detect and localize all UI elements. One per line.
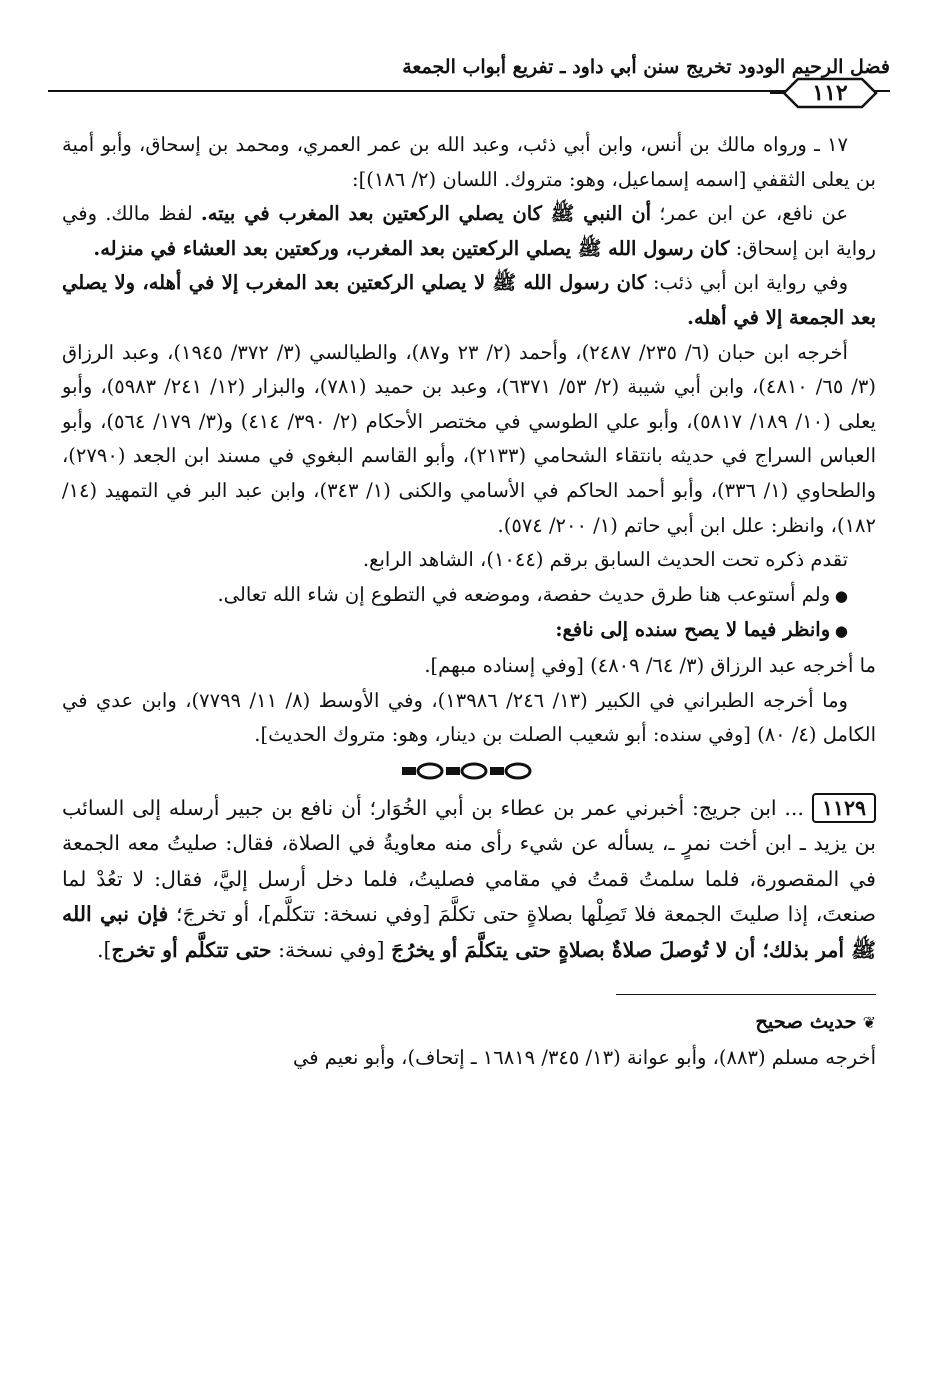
text: لفظ مالك. وفي رواية ابن إسحاق: [62, 202, 876, 260]
paragraph: وما أخرجه الطبراني في الكبير (١٣/ ٢٤٦/ ١٣٩٨٦)، وفي الأوسط (٨/ ١١/ ٧٧٩٩)، وابن عدي في الكامل (٤/ ٨٠) [وفي سنده: أبو شعيب الصلت بن دينار، وهو: متروك الحديث]. [62, 688, 876, 747]
paragraph: تقدم ذكره تحت الحديث السابق برقم (١٠٤٤)، الشاهد الرابع. [362, 548, 848, 572]
page-header [48, 52, 890, 106]
running-title: فضل الرحيم الودود تخريج سنن أبي داود ـ تفريع أبواب الجمعة [402, 56, 890, 78]
paragraph [62, 266, 876, 335]
hadith-text: كان رسول الله ﷺ لا يصلي الركعتين بعد المغرب إلا في أهله، ولا يصلي بعد الجمعة إلا في أهله. [62, 271, 876, 329]
page-number-badge [770, 74, 890, 112]
header-rule [48, 90, 890, 92]
page-number: ١١٢ [812, 80, 848, 106]
text: عن نافع، عن ابن عمر؛ [659, 202, 849, 226]
hadith-text: حتى تتكلَّم أو تخرج [111, 937, 272, 962]
grade-bullet-icon: ❦ [862, 1013, 876, 1033]
paragraph: أخرجه ابن حبان (٦/ ٢٣٥/ ٢٤٨٧)، وأحمد (٢/ ٢٣ و٨٧)، والطيالسي (٣/ ٣٧٢/ ١٩٤٥)، وعبد الرزاق (٣/ ٦٥/ ٤٨١٠)، وابن أبي شيبة (٢/ ٥٣/ ٦٣٧١)، وعبد بن حميد (٧٨١)، والبزار (١٢/ ٢٤١/ ٥٩٨٣)، وأبو يعلى (١٠/ ١٨٩/ ٥٨١٧)، وأبو علي الطوسي في مختصر الأحكام (٢/ ٣٩٠/ ٤١٤) و(٣/ ١٧٩/ ٥٦٤)، وأبو العباس السراج في حديثه بانتقاء الشحامي (٢١٣٣)، وأبو القاسم البغوي في مسند ابن الجعد (٢٧٩٠)، والطحاوي (١/ ٣٣٦)، وأبو أحمد الحاكم في الأسامي والكنى (١/ ٣٤٣)، وابن عبد البر في التمهيد (١٤/ ١٨٢)، وانظر: علل ابن أبي حاتم (١/ ٢٠٠/ ٥٧٤). [62, 340, 876, 537]
text: ]. [96, 937, 112, 962]
paragraph: ما أخرجه عبد الرزاق (٣/ ٦٤/ ٤٨٠٩) [وفي إسناده مبهم]. [424, 653, 876, 677]
hadith-text: فإن نبي الله ﷺ أمر بذلك؛ أن لا تُوصلَ صلاةٌ بصلاةٍ حتى يتكلَّمَ أو يخرُجَ [62, 902, 876, 962]
grade-label: حديث صحيح [755, 1010, 857, 1034]
hadith-text: كان رسول الله ﷺ يصلي الركعتين بعد المغرب، وركعتين بعد العشاء في منزله. [93, 236, 730, 260]
bullet-paragraph: ● ولم أستوعب هنا طرق حديث حفصة، وموضعه في التطوع إن شاء الله تعالى. [62, 578, 876, 614]
paragraph [62, 197, 876, 266]
text: [وفي نسخة: [278, 937, 385, 962]
hadith-text: أن النبي ﷺ كان يصلي الركعتين بعد المغرب في بيته. [200, 202, 652, 226]
page-body [62, 128, 876, 1075]
text: وفي رواية ابن أبي ذئب: [652, 271, 848, 295]
hadith-paragraph [62, 791, 876, 969]
ornament-icon [394, 760, 544, 780]
hadith-text: ... ابن جريج: أخبرني عمر بن عطاء بن أبي الخُوَار؛ أن نافع بن جبير أرسله إلى السائب بن يزيد ـ ابن أخت نمرٍ ـ، يسأله عن شيء رأى منه معاويةُ في الصلاة، فقال: صليتُ معه الجمعة في المقصورة، فلما سلمتُ قمتُ في مقامي فصليتُ، فلما دخل أرسل إليَّ، فقال: لا تعُدْ لما صنعتَ، إذا صليتَ الجمعة فلا تَصِلْها بصلاةٍ حتى تكلَّمَ [وفي نسخة: تتكلَّم]، أو تخرجَ؛ [62, 795, 876, 927]
bold-text: وانظر فيما لا يصح سنده إلى نافع: [555, 618, 831, 642]
grade-line [62, 1005, 876, 1041]
paragraph: ١٧ ـ ورواه مالك بن أنس، وابن أبي ذئب، وعبد الله بن عمر العمري، ومحمد بن إسحاق، وأبو أمية بن يعلى الثقفي [اسمه إسماعيل، وهو: متروك. اللسان (٢/ ١٨٦)]: [62, 133, 876, 191]
ornament-divider [62, 757, 876, 785]
bullet-paragraph [62, 613, 876, 649]
paragraph: أخرجه مسلم (٨٨٣)، وأبو عوانة (١٣/ ٣٤٥/ ١٦٨١٩ ـ إتحاف)، وأبو نعيم في [292, 1045, 876, 1069]
footnote-rule [616, 994, 876, 995]
hadith-number: ١١٢٩ [812, 793, 876, 823]
